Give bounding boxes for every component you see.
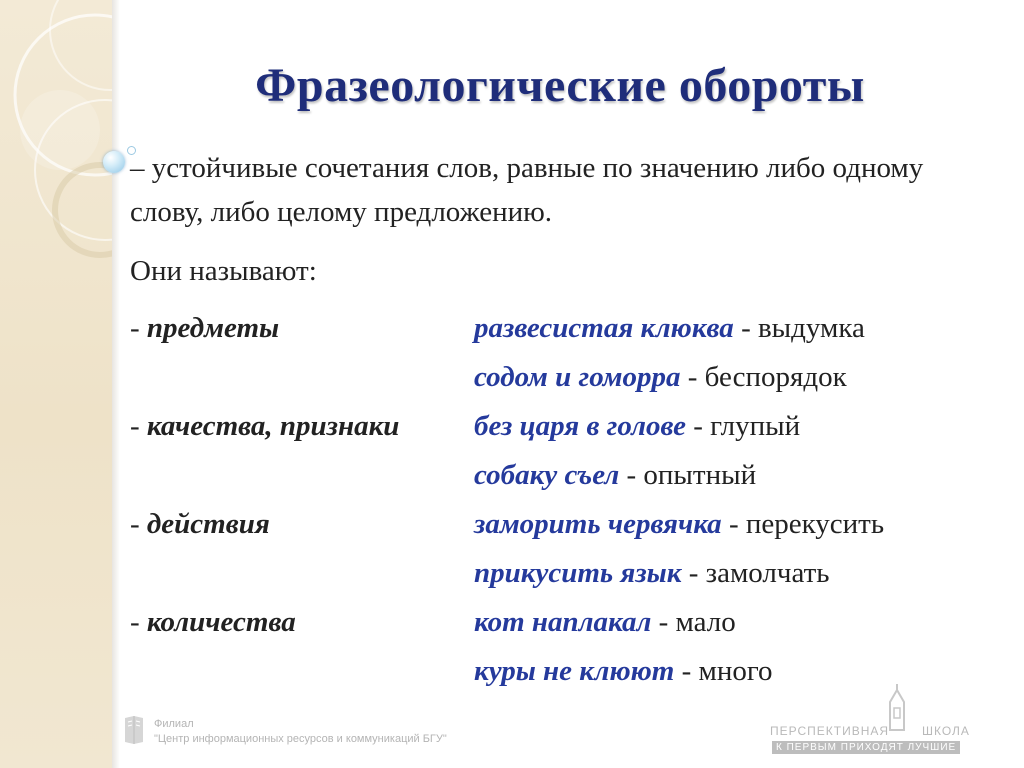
idiom-phrase: собаку съел — [474, 459, 620, 491]
idiom-meaning: - много — [674, 655, 773, 687]
category-dash: - — [130, 606, 147, 638]
idiom-phrase: куры не клюют — [474, 655, 675, 687]
category-cell — [130, 312, 279, 345]
example-cell — [474, 312, 865, 345]
idiom-meaning: - мало — [651, 606, 736, 638]
footer-center-name: "Центр информационных ресурсов и коммуникаций БГУ" — [154, 733, 447, 745]
slide-title: Фразеологические обороты — [255, 59, 865, 112]
watermark-slogan: К ПЕРВЫМ ПРИХОДЯТ ЛУЧШИЕ — [772, 741, 960, 754]
example-cell — [474, 508, 884, 541]
idiom-meaning: - опытный — [619, 459, 757, 491]
example-cell — [474, 606, 736, 639]
idiom-phrase: содом и гоморра — [474, 361, 681, 393]
category-dash: - — [130, 410, 147, 442]
school-watermark — [770, 680, 1010, 760]
example-cell — [474, 557, 830, 590]
circles-decoration-icon — [0, 0, 112, 768]
category-cell — [130, 410, 399, 443]
decorative-sidebar — [0, 0, 112, 768]
definition-text: – устойчивые сочетания слов, равные по значению либо одному слову, либо целому предложению. — [130, 152, 924, 228]
idiom-phrase: прикусить язык — [474, 557, 682, 589]
example-cell — [474, 459, 756, 492]
book-logo-icon — [122, 714, 146, 746]
idiom-meaning: - беспорядок — [680, 361, 847, 393]
watermark-word-left: ПЕРСПЕКТИВНАЯ — [770, 724, 890, 738]
example-cell — [474, 655, 773, 688]
example-cell — [474, 410, 800, 443]
category-cell — [130, 606, 296, 639]
intro-text: Они называют: — [130, 255, 317, 287]
sidebar-shadow — [112, 0, 120, 768]
category-label: действия — [146, 508, 270, 540]
idiom-meaning: - перекусить — [721, 508, 885, 540]
idiom-phrase: развесистая клюква — [474, 312, 734, 344]
watermark-word-right: ШКОЛА — [922, 724, 970, 738]
example-cell — [474, 361, 847, 394]
category-dash: - — [130, 312, 147, 344]
category-label: качества, признаки — [146, 410, 400, 442]
category-cell — [130, 508, 270, 541]
idiom-phrase: заморить червячка — [474, 508, 722, 540]
category-label: количества — [146, 606, 296, 638]
idiom-meaning: - замолчать — [681, 557, 830, 589]
footer-branch-label: Филиал — [154, 718, 194, 730]
idiom-meaning: - глупый — [686, 410, 801, 442]
bubble-bullet-icon — [103, 151, 125, 173]
category-dash: - — [130, 508, 147, 540]
idiom-meaning: - выдумка — [733, 312, 865, 344]
category-label: предметы — [146, 312, 280, 344]
idiom-phrase: кот наплакал — [474, 606, 652, 638]
idiom-phrase: без царя в голове — [474, 410, 687, 442]
